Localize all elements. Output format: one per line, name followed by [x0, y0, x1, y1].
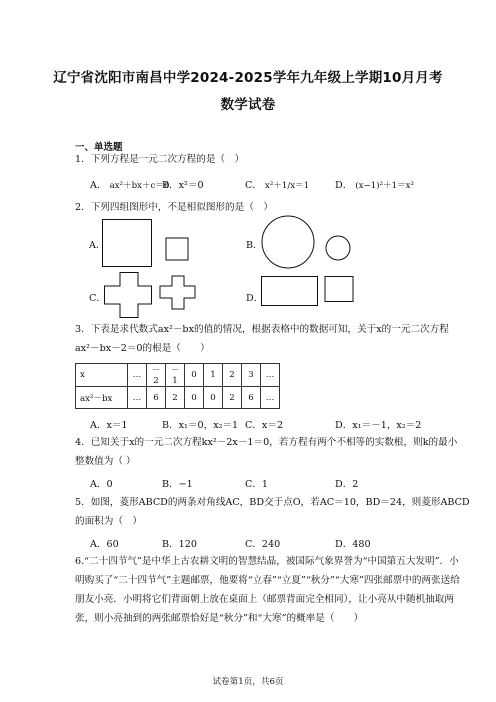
question-6-line2: 明购买了“二十四节气”主题邮票，他要将“立春”“立夏”“秋分”“大寒”四张邮票中的两张送给 — [75, 575, 460, 586]
q5-option-b: B．120 — [162, 539, 197, 550]
wide-rectangle-shape — [262, 277, 318, 306]
q3-option-a: A．x＝1 — [90, 420, 128, 431]
table-cell: … — [128, 387, 147, 409]
question-3-stem-line1: 3．下表是求代数式ax²－bx的值的情况，根据表格中的数据可知，关于x的一元二次方程 — [75, 324, 449, 335]
q3-option-b: B．x₁＝0，x₂＝1 — [162, 420, 239, 431]
q3-table-header-expr: ax²－bx — [76, 387, 128, 409]
large-square-shape — [103, 220, 152, 267]
table-cell: 2 — [166, 387, 185, 409]
table-cell: 3 — [242, 364, 261, 387]
q4-option-c: C．1 — [245, 479, 269, 490]
page-footer: 试卷第1页，共6页 — [212, 677, 284, 687]
table-cell: －2 — [147, 364, 166, 387]
small-circle-shape — [326, 236, 350, 260]
q5-option-a: A．60 — [90, 539, 119, 550]
question-3-stem-line2: ax²－bx－2＝0的根是（ ） — [75, 343, 210, 354]
large-circle-shape — [262, 216, 314, 268]
table-cell: … — [261, 364, 280, 387]
table-cell: 2 — [223, 364, 242, 387]
exam-title-line1: 辽宁省沈阳市南昌中学2024-2025学年九年级上学期10月月考 — [53, 70, 443, 86]
small-rectangle-shape — [325, 277, 353, 302]
q2-option-d-letter: D． — [246, 293, 264, 304]
exam-title-line2: 数学试卷 — [220, 97, 276, 113]
q4-option-b: B．−1 — [162, 479, 193, 490]
q1-option-a — [90, 177, 169, 191]
question-4-stem-line1: 4．已知关于x的一元二次方程kx²－2x－1＝0，若方程有两个不相等的实数根，则k的最小 — [75, 437, 458, 448]
table-cell: 6 — [242, 387, 261, 409]
table-cell: －1 — [166, 364, 185, 387]
q2-option-d-two-rectangles — [261, 276, 356, 306]
q1-option-b: B．x²＝0 — [162, 180, 204, 191]
q3-table-row-x — [76, 364, 280, 387]
small-square-shape — [166, 238, 188, 260]
q2-option-b-two-circles — [262, 215, 357, 271]
question-6-line1: 6.“二十四节气”是中华上古农耕文明的智慧结晶，被国际气象界誉为“中国第五大发明”．小 — [75, 556, 459, 567]
question-2-stem: 2．下列四组图形中，不是相似图形的是（ ） — [75, 202, 273, 213]
q4-option-a: A．0 — [90, 479, 113, 490]
q2-option-a-letter: A． — [89, 240, 106, 251]
q1-option-c-expr: x²＋1/x＝1 — [265, 181, 310, 191]
question-5-stem-line1: 5．如图，菱形ABCD的两条对角线AC，BD交于点O，若AC＝10，BD＝24，则菱形ABCD — [75, 497, 470, 508]
q2-option-b-letter: B． — [246, 240, 263, 251]
q1-option-a-expr: ax²＋bx＋c＝0 — [109, 181, 170, 191]
q2-option-c-two-crosses — [104, 272, 199, 320]
q3-table-header-x: x — [76, 364, 128, 387]
q1-option-c-letter: C． — [245, 180, 262, 191]
q3-table-row-expr — [76, 387, 280, 409]
table-cell: … — [261, 387, 280, 409]
q1-option-d-expr: (x−1)²＋1＝x² — [355, 181, 414, 191]
q3-option-c: C．x＝2 — [245, 420, 284, 431]
table-cell: 2 — [223, 387, 242, 409]
q5-option-c: C．240 — [245, 539, 281, 550]
table-cell: 1 — [204, 364, 223, 387]
small-cross-shape — [160, 276, 195, 309]
q4-option-d: D．2 — [335, 479, 359, 490]
table-cell: 0 — [185, 364, 204, 387]
q2-option-c-letter: C． — [89, 293, 106, 304]
large-cross-shape — [105, 273, 152, 318]
q3-option-d: D．x₁＝－1，x₂＝2 — [335, 420, 422, 431]
q5-option-d: D．480 — [335, 539, 371, 550]
question-5-stem-line2: 的面积为（ ） — [75, 516, 143, 527]
q2-option-a-two-squares — [102, 219, 156, 269]
q1-option-d — [335, 177, 414, 191]
table-cell: 0 — [204, 387, 223, 409]
q1-option-c — [245, 177, 309, 191]
q3-value-table — [75, 363, 280, 409]
question-4-stem-line2: 整数值为（ ） — [75, 456, 136, 467]
section-label-single-choice: 一、单选题 — [75, 142, 123, 153]
table-cell: 6 — [147, 387, 166, 409]
question-1-stem: 1．下列方程是一元二次方程的是（ ） — [75, 154, 245, 165]
question-6-line3: 朋友小亮．小明将它们背面朝上放在桌面上（邮票背面完全相同），让小亮从中随机抽取两 — [75, 594, 454, 605]
q1-option-a-letter: A． — [90, 180, 107, 191]
q1-option-d-letter: D． — [335, 180, 353, 191]
question-6-line4: 张，则小亮抽到的两张邮票恰好是“秋分”和“大寒”的概率是（ ） — [75, 613, 364, 624]
table-cell: … — [128, 364, 147, 387]
table-cell: 0 — [185, 387, 204, 409]
